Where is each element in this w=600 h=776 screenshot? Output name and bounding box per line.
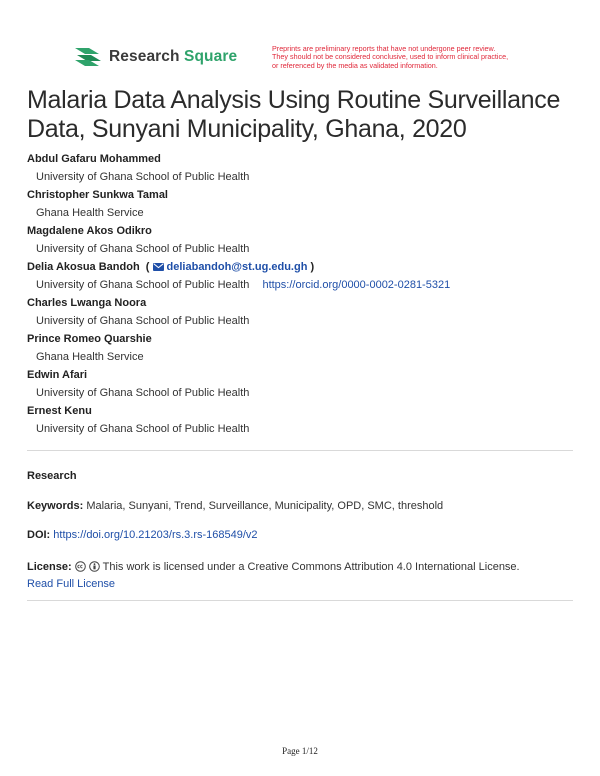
research-square-logo-icon xyxy=(73,46,103,68)
author-list xyxy=(27,153,577,441)
license-line xyxy=(27,559,573,593)
author-name: Magdalene Akos Odikro xyxy=(27,225,152,237)
author-name: Delia Akosua Bandoh xyxy=(27,261,140,273)
notice-line: They should not be considered conclusive, used to inform clinical practice, xyxy=(272,52,509,62)
author-name: Ernest Kenu xyxy=(27,405,92,417)
author-affiliation-row xyxy=(27,279,577,297)
keywords-text: Malaria, Sunyani, Trend, Surveillance, Municipality, OPD, SMC, threshold xyxy=(86,500,444,512)
author-name: Abdul Gafaru Mohammed xyxy=(27,153,161,165)
email-paren-open: ( xyxy=(142,261,150,273)
logo-wordmark xyxy=(109,48,237,66)
notice-line: Preprints are preliminary reports that have not undergone peer review. xyxy=(272,44,496,53)
author-email: deliabandoh@st.ug.edu.gh xyxy=(166,261,308,273)
creative-commons-icon xyxy=(75,561,86,572)
section-divider xyxy=(27,450,573,451)
author-name: Christopher Sunkwa Tamal xyxy=(27,189,168,201)
author-email-link[interactable] xyxy=(153,261,311,273)
logo-text-primary: Research xyxy=(109,48,180,65)
author-name: Charles Lwanga Noora xyxy=(27,297,147,309)
section-divider xyxy=(27,600,573,601)
author-affiliation: University of Ghana School of Public Health xyxy=(36,279,250,291)
envelope-icon xyxy=(153,263,164,271)
doi-link[interactable]: https://doi.org/10.21203/rs.3.rs-168549/v2 xyxy=(53,529,258,541)
research-square-logo[interactable] xyxy=(73,46,237,68)
email-paren-close: ) xyxy=(310,261,315,273)
logo-text-accent: Square xyxy=(184,48,238,65)
license-text: This work is licensed under a Creative Commons Attribution 4.0 International License. xyxy=(102,561,520,573)
author-affiliation: University of Ghana School of Public Health xyxy=(36,423,250,435)
read-full-license-link[interactable]: Read Full License xyxy=(27,578,116,590)
author-affiliation: University of Ghana School of Public Health xyxy=(36,387,250,399)
preprint-notice xyxy=(272,45,542,70)
author-affiliation: University of Ghana School of Public Health xyxy=(36,243,250,255)
keywords-label: Keywords: xyxy=(27,500,84,512)
corresponding-author xyxy=(27,261,577,279)
keywords-line xyxy=(27,500,443,512)
paper-title xyxy=(27,86,577,144)
attribution-icon xyxy=(89,561,100,572)
license-label: License: xyxy=(27,561,72,573)
author-affiliation: University of Ghana School of Public Health xyxy=(36,315,250,327)
author-name: Prince Romeo Quarshie xyxy=(27,333,152,345)
author-affiliation: Ghana Health Service xyxy=(36,207,144,219)
doi-line xyxy=(27,529,258,541)
author-name: Edwin Afari xyxy=(27,369,88,381)
author-affiliation: University of Ghana School of Public Health xyxy=(36,171,250,183)
page-number: Page 1/12 xyxy=(282,746,318,756)
title-line: Malaria Data Analysis Using Routine Surveillance xyxy=(27,86,561,114)
title-line: Data, Sunyani Municipality, Ghana, 2020 xyxy=(27,115,467,143)
doi-label: DOI: xyxy=(27,529,51,541)
notice-line: or referenced by the media as validated information. xyxy=(272,60,438,70)
article-type: Research xyxy=(27,470,77,482)
orcid-link[interactable]: https://orcid.org/0000-0002-0281-5321 xyxy=(262,279,451,291)
author-affiliation: Ghana Health Service xyxy=(36,351,144,363)
